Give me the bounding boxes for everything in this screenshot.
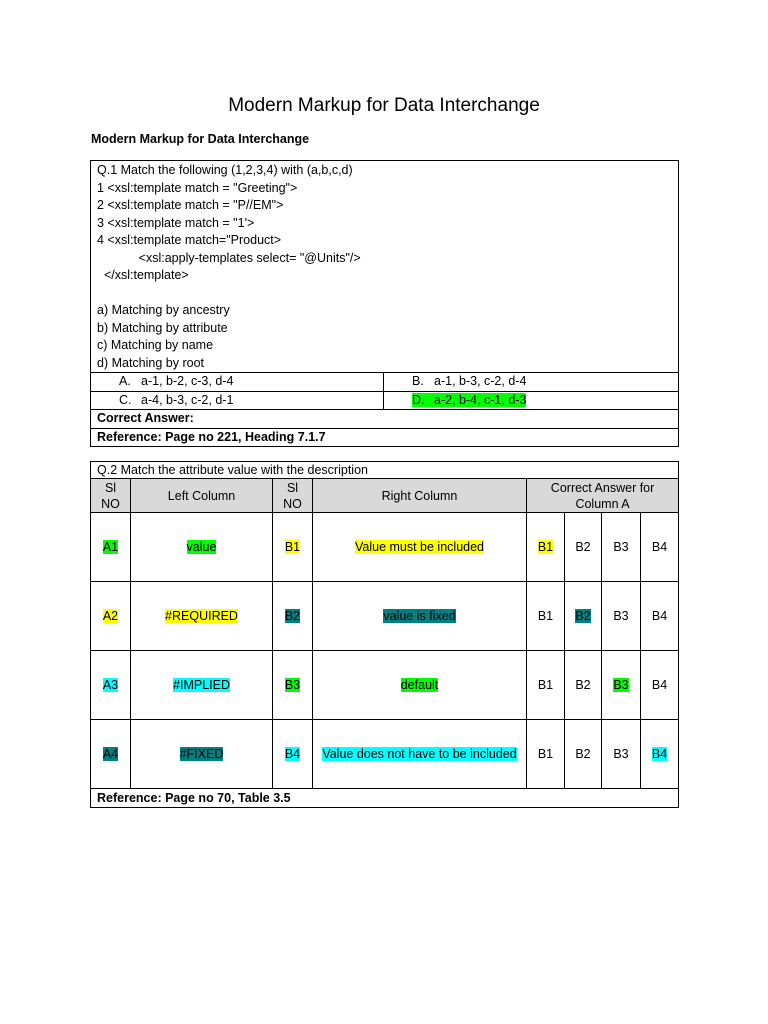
- left-value: value: [186, 540, 217, 554]
- option-text: a-1, b-2, c-3, d-4: [141, 374, 234, 388]
- left-cell: [131, 582, 273, 651]
- answer-option: B2: [575, 540, 591, 554]
- option-text: a-1, b-3, c-2, d-4: [434, 374, 527, 388]
- document-subtitle: Modern Markup for Data Interchange: [91, 132, 310, 146]
- left-cell: [131, 720, 273, 789]
- right-id-cell: [273, 651, 313, 720]
- right-value: Value must be included: [354, 540, 485, 554]
- right-cell: [313, 720, 527, 789]
- page-title: Modern Markup for Data Interchange: [228, 95, 540, 116]
- answer-cell: [565, 720, 602, 789]
- answer-option: B4: [651, 678, 668, 692]
- right-value: default: [400, 678, 439, 692]
- right-cell: [313, 651, 527, 720]
- answer-cell: [527, 651, 565, 720]
- question-1-stem: [91, 161, 679, 373]
- answer-option: B2: [575, 747, 591, 761]
- option-letter: A.: [119, 374, 131, 388]
- answer-cell: [602, 720, 641, 789]
- stem-line: 3 <xsl:template match = "1'>: [97, 215, 255, 230]
- question-2-table: [90, 461, 679, 808]
- answer-option: B4: [651, 540, 668, 554]
- right-cell: [313, 513, 527, 582]
- row-id-cell: [91, 720, 131, 789]
- table-row: [91, 582, 679, 651]
- option-c: [91, 391, 384, 410]
- stem-line: 2 <xsl:template match = "P//EM">: [97, 198, 284, 212]
- header-left-column: Left Column: [131, 479, 273, 513]
- answer-cell: [641, 582, 679, 651]
- left-value: #REQUIRED: [165, 609, 238, 623]
- option-d: [384, 391, 679, 410]
- header-si-no: Sl NO: [91, 479, 131, 513]
- answer-option: B4: [651, 747, 668, 761]
- right-id-cell: [273, 513, 313, 582]
- answer-option: B3: [613, 609, 629, 623]
- right-id-cell: [273, 582, 313, 651]
- stem-line: b) Matching by attribute: [97, 320, 228, 335]
- reference-1: Reference: Page no 221, Heading 7.1.7: [91, 428, 679, 447]
- answer-cell: [527, 720, 565, 789]
- answer-option: B1: [537, 747, 554, 761]
- answer-cell: [527, 513, 565, 582]
- option-a: [91, 373, 384, 392]
- left-value: #FIXED: [179, 747, 224, 761]
- row-id: A1: [102, 540, 119, 554]
- answer-cell: [565, 651, 602, 720]
- header-right-column: Right Column: [313, 479, 527, 513]
- option-letter: B.: [412, 374, 424, 388]
- answer-option: B3: [613, 747, 629, 761]
- correct-option-highlight: [412, 393, 526, 407]
- answer-option: B3: [613, 540, 629, 554]
- stem-line: c) Matching by name: [97, 338, 214, 352]
- right-id: B4: [284, 747, 301, 761]
- right-id: B3: [284, 678, 301, 692]
- answer-cell: [527, 582, 565, 651]
- answer-cell: [565, 513, 602, 582]
- answer-option: B2: [575, 609, 591, 623]
- header-si-no-2: Sl NO: [273, 479, 313, 513]
- row-id: A2: [102, 609, 119, 623]
- correct-answer-label: Correct Answer:: [91, 410, 679, 429]
- option-text: a-2, b-4, c-1, d-3: [434, 392, 527, 407]
- option-letter: D.: [412, 392, 425, 407]
- answer-option: B4: [651, 609, 668, 623]
- answer-cell: [641, 513, 679, 582]
- stem-line: d) Matching by root: [97, 355, 204, 370]
- option-letter: C.: [119, 392, 132, 407]
- row-id-cell: [91, 582, 131, 651]
- answer-cell: [602, 513, 641, 582]
- right-id: B1: [284, 540, 301, 554]
- stem-line: </xsl:template>: [97, 268, 189, 282]
- question-2-caption: Q.2 Match the attribute value with the description: [91, 462, 679, 479]
- answer-cell: [565, 582, 602, 651]
- answer-option: B3: [613, 678, 629, 692]
- table-row: [91, 513, 679, 582]
- stem-line: 1 <xsl:template match = "Greeting">: [97, 180, 298, 195]
- answer-cell: [641, 720, 679, 789]
- question-1-table: [90, 160, 679, 447]
- stem-line: Q.1 Match the following (1,2,3,4) with (a,b,c,d): [97, 163, 353, 177]
- table-row: [91, 651, 679, 720]
- right-cell: [313, 582, 527, 651]
- answer-option: B2: [575, 678, 591, 692]
- stem-line: <xsl:apply-templates select= "@Units"/>: [97, 250, 361, 265]
- row-id-cell: [91, 513, 131, 582]
- row-id: A4: [102, 747, 119, 761]
- answer-cell: [641, 651, 679, 720]
- stem-line: a) Matching by ancestry: [97, 303, 230, 317]
- stem-line: 4 <xsl:template match="Product>: [97, 233, 282, 247]
- reference-2: Reference: Page no 70, Table 3.5: [91, 789, 679, 808]
- header-correct-answer: Correct Answer for Column A: [527, 479, 679, 513]
- left-cell: [131, 513, 273, 582]
- option-b: [384, 373, 679, 392]
- right-value: Value does not have to be included: [322, 747, 517, 761]
- row-id-cell: [91, 651, 131, 720]
- answer-option: B1: [537, 609, 554, 623]
- row-id: A3: [102, 678, 119, 692]
- right-id: B2: [284, 609, 301, 623]
- left-value: #IMPLIED: [173, 678, 230, 692]
- answer-option: B1: [537, 540, 554, 554]
- right-id-cell: [273, 720, 313, 789]
- table-row: [91, 720, 679, 789]
- answer-cell: [602, 582, 641, 651]
- left-cell: [131, 651, 273, 720]
- stem-line: [97, 285, 672, 303]
- right-value: value is fixed: [383, 609, 456, 623]
- option-text: a-4, b-3, c-2, d-1: [141, 392, 234, 407]
- answer-option: B1: [537, 678, 554, 692]
- answer-cell: [602, 651, 641, 720]
